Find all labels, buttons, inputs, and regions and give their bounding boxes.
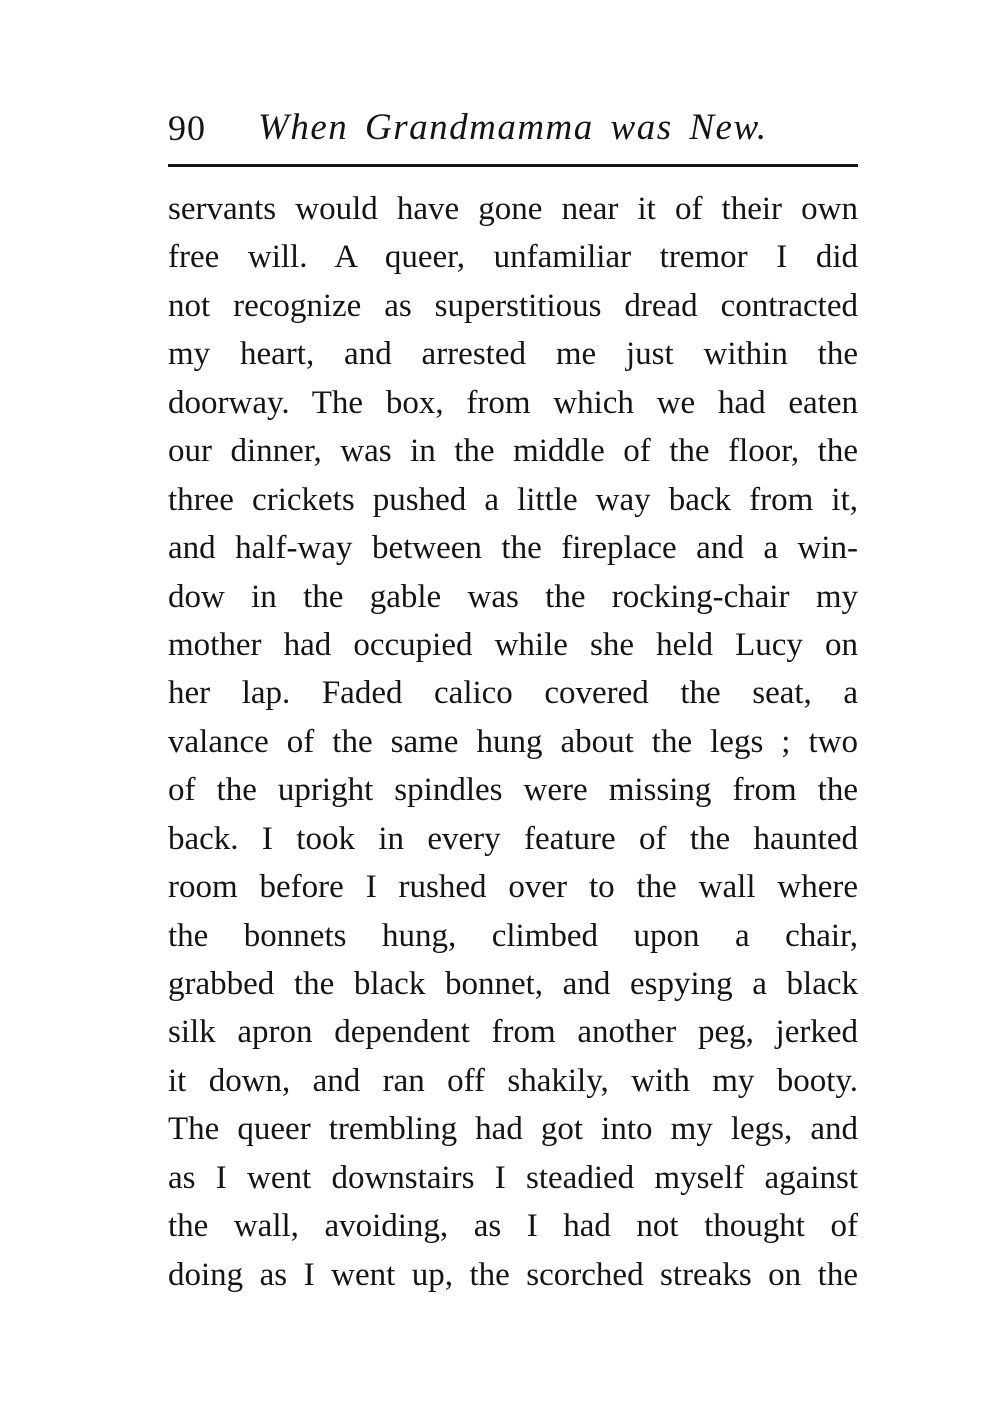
text-line: the wall, avoiding, as I had not thought of (168, 1208, 858, 1245)
text-line: mother had occupied while she held Lucy on (168, 626, 858, 663)
text-line: the bonnets hung, climbed upon a chair, (168, 917, 858, 954)
text-line: silk apron dependent from another peg, jerked (168, 1014, 858, 1051)
text-line: as I went downstairs I steadied myself against (168, 1159, 858, 1196)
text-line: doorway. The box, from which we had eaten (168, 384, 858, 421)
text-line: dow in the gable was the rocking-chair my (168, 578, 858, 615)
text-line: and half-way between the fireplace and a win- (168, 530, 858, 567)
text-line: valance of the same hung about the legs ; two (168, 723, 858, 760)
text-line: of the upright spindles were missing from the (168, 772, 858, 809)
running-head (168, 103, 858, 153)
text-line: room before I rushed over to the wall where (168, 869, 858, 906)
text-line: our dinner, was in the middle of the floor, the (168, 433, 858, 470)
text-line: grabbed the black bonnet, and espying a black (168, 966, 858, 1002)
text-line: free will. A queer, unfamiliar tremor I did (168, 239, 858, 276)
body-text (168, 185, 858, 1299)
text-line: doing as I went up, the scorched streaks on the (168, 1256, 858, 1293)
text-line: it down, and ran off shakily, with my booty. (168, 1062, 858, 1099)
text-line: servants would have gone near it of their own (168, 191, 858, 227)
header-rule (168, 164, 858, 167)
text-line: not recognize as superstitious dread contracted (168, 287, 858, 324)
text-line: her lap. Faded calico covered the seat, a (168, 675, 858, 712)
page-number: 90 (168, 108, 206, 148)
text-line: my heart, and arrested me just within the (168, 336, 858, 373)
text-line: three crickets pushed a little way back from it, (168, 481, 858, 518)
running-title: When Grandmamma was New. (258, 107, 768, 148)
text-line: back. I took in every feature of the haunted (168, 820, 858, 857)
text-line: The queer trembling had got into my legs, and (168, 1111, 858, 1148)
